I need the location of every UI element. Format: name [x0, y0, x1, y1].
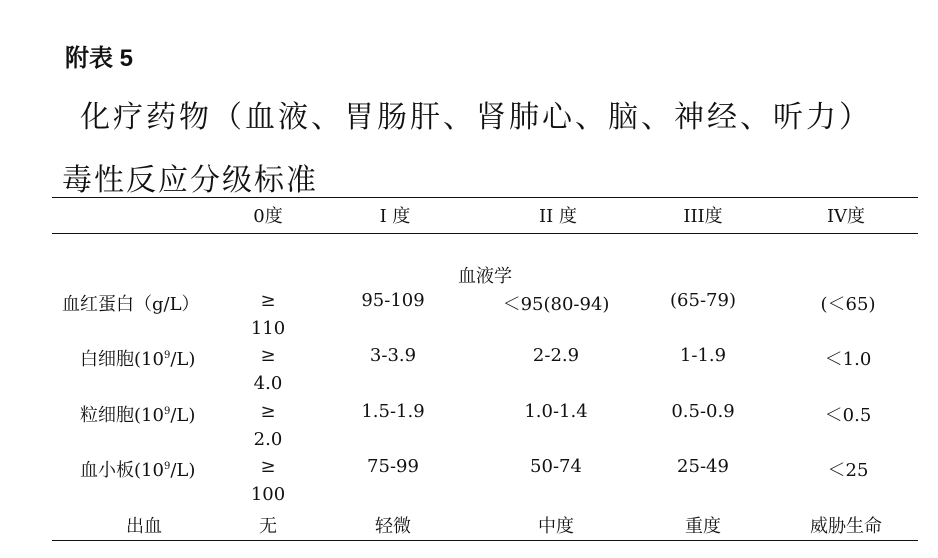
grade-0-value: 4.0 — [253, 373, 283, 394]
grade-0-symbol: ≥ — [260, 401, 276, 422]
grade-3-value: (65-79) — [670, 290, 736, 311]
header-grade-1: I 度 — [379, 206, 411, 227]
grade-4-value: ＜0.5 — [824, 405, 872, 426]
header-grade-0: 0度 — [253, 206, 283, 227]
grade-0-symbol: ≥ — [260, 456, 276, 477]
grade-3-value: 25-49 — [677, 456, 729, 477]
grade-0-value: 2.0 — [253, 429, 283, 450]
grade-1-value: 3-3.9 — [369, 345, 417, 366]
header-bottom-rule — [52, 233, 918, 234]
grade-2-value: ＜95(80-94) — [502, 294, 610, 315]
grade-0-value: 100 — [250, 484, 286, 505]
row-label: 出血 — [126, 516, 162, 537]
grade-3-value: 1-1.9 — [679, 345, 727, 366]
grade-0-value: 无 — [259, 516, 277, 537]
grade-4-value: ＜25 — [827, 460, 869, 481]
row-label: 血红蛋白（g/L） — [62, 294, 200, 315]
row-label: 粒细胞$(10^9/L)$ — [80, 405, 196, 426]
header-grade-2: II 度 — [539, 206, 577, 227]
grade-3-value: 0.5-0.9 — [671, 401, 735, 422]
grade-4-value: ＜1.0 — [824, 349, 872, 370]
table-top-rule — [52, 197, 918, 198]
grade-2-value: 2-2.9 — [532, 345, 580, 366]
header-grade-3: III度 — [683, 206, 723, 227]
grade-1-value: 75-99 — [367, 456, 419, 477]
grade-4-value: (＜65) — [820, 294, 876, 315]
header-grade-4: IV度 — [826, 206, 866, 227]
table-title-line-1: 化疗药物（血液、胃肠肝、肾肺心、脑、神经、听力） — [80, 100, 872, 135]
grade-2-value: 中度 — [538, 516, 574, 537]
appendix-heading: 附表 5 — [65, 45, 134, 72]
table-title-line-2: 毒性反应分级标准 — [62, 163, 318, 198]
grade-0-symbol: ≥ — [260, 290, 276, 311]
grade-1-value: 95-109 — [361, 290, 425, 311]
table-bottom-rule — [52, 540, 918, 541]
row-label: 血小板$(10^9/L)$ — [80, 460, 196, 481]
grade-0-value: 110 — [250, 318, 286, 339]
grade-1-value: 轻微 — [375, 516, 411, 537]
grade-3-value: 重度 — [685, 516, 721, 537]
row-label: 白细胞$(10^9/L)$ — [80, 349, 196, 370]
grade-2-value: 1.0-1.4 — [524, 401, 588, 422]
grade-4-value: 威胁生命 — [810, 516, 882, 537]
grade-1-value: 1.5-1.9 — [361, 401, 425, 422]
grade-2-value: 50-74 — [530, 456, 582, 477]
grade-0-symbol: ≥ — [260, 345, 276, 366]
section-label: 血液学 — [458, 266, 512, 287]
